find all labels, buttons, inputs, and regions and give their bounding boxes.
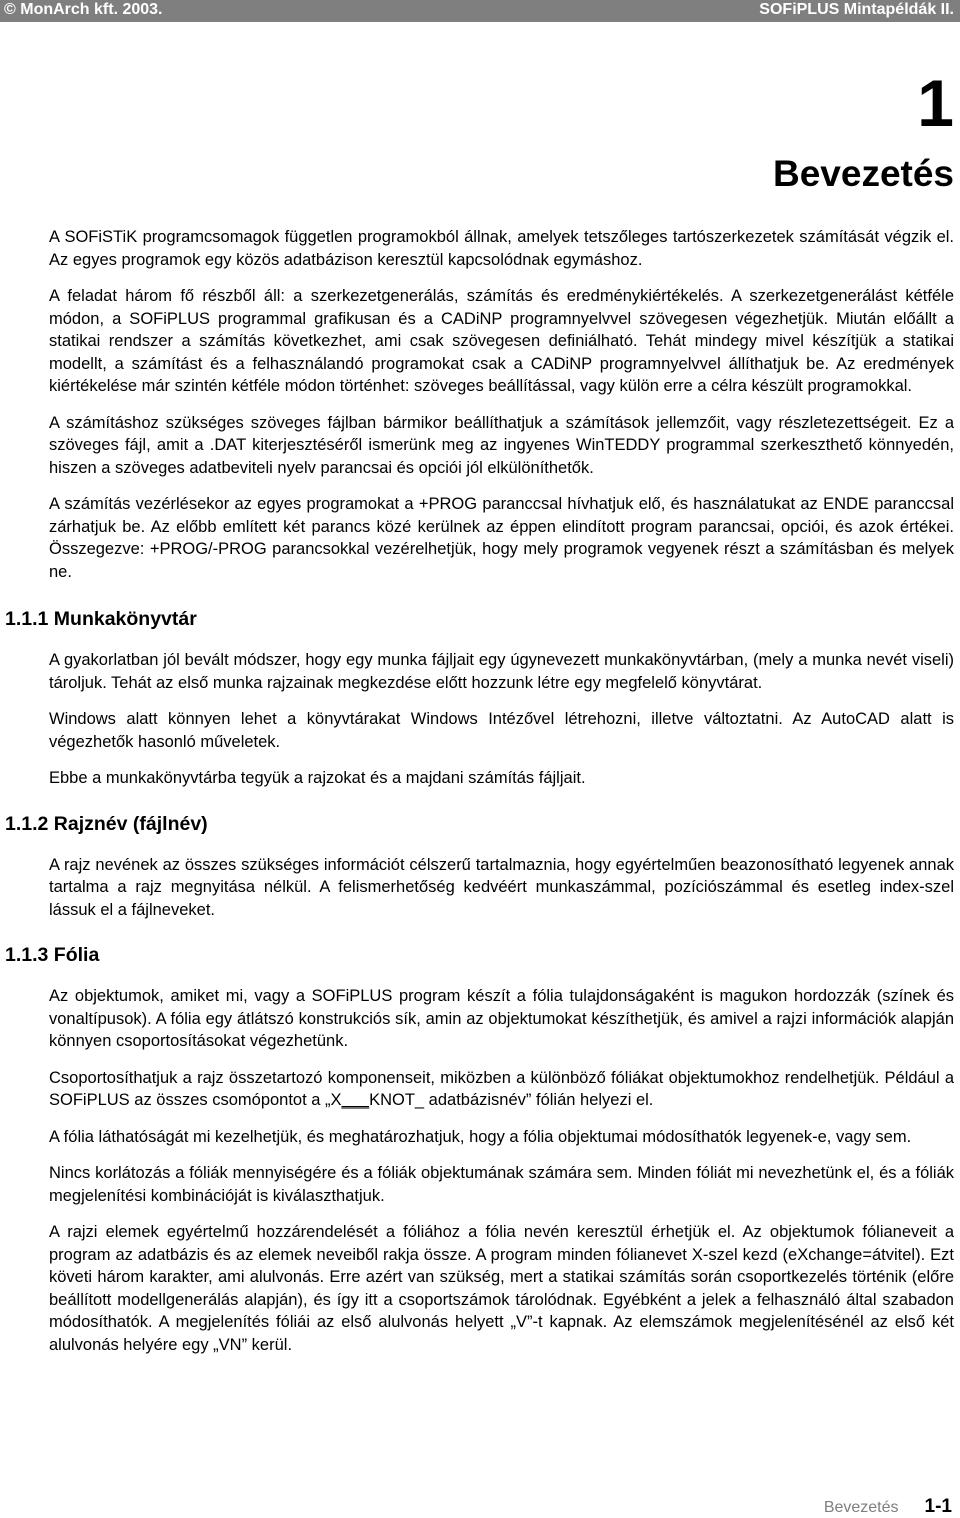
intro-paragraph-2: A feladat három fő részből áll: a szerkezetgenerálás, számítás és eredménykiértékelés. A szerkezetgenerálást kétféle módon, a SOFiPLUS programmal grafikusan és a CADiNP programnyelvvel szövegesen végezhetjük. Miután előállt a statikai rendszer a számítás következhet, ami csak szövegesen definiálható. Tehát mindegy mivel készítjük a statikai modellt, a számítást és a felhasználandó programokat csak a CADiNP programnyelvvel állíthatjuk be. Az eredmények kiértékelése már szintén kétféle módon történhet: szöveges beállítással, vagy külön erre a célra készült programokkal.: [49, 287, 954, 395]
header-copyright: © MonArch kft. 2003.: [4, 1, 163, 18]
page-number: 1-1: [924, 1496, 952, 1517]
page-content: [5, 226, 954, 1356]
section-heading-rajznev: 1.1.2 Rajznév (fájlnév): [5, 812, 208, 835]
header-book-title: SOFiPLUS Mintapéldák II.: [759, 1, 954, 18]
intro-paragraph-1: A SOFiSTiK programcsomagok független programokból állnak, amelyek tetszőleges tartószerkezetek számítását végzik el. Az egyes programok egy közös adatbázison keresztül kapcsolódnak egymáshoz.: [49, 228, 954, 269]
section1-paragraph-1: A gyakorlatban jól bevált módszer, hogy egy munka fájljait egy úgynevezett munkakönyvtárban, (mely a munka nevét viseli) tároljuk. Tehát az első munka rajzainak megkezdése előtt hozzunk létre egy megfelelő könyvtárat.: [49, 651, 954, 692]
section-heading-munkakonyvtar: 1.1.1 Munkakönyvtár: [5, 608, 197, 630]
section-heading-folia: 1.1.3 Fólia: [5, 944, 100, 966]
section3-paragraph-4: Nincs korlátozás a fóliák mennyiségére és a fóliák objektumának számára sem. Minden fóliát mi nevezhetünk el, és a fóliák megjelenítési kombinációját is kiválaszthatjuk.: [49, 1164, 954, 1205]
chapter-title: Bevezetés: [772, 153, 954, 194]
section3-p2-text: Csoportosíthatjuk a rajz összetartozó komponenseit, miközben a különböző fóliákat objektumokhoz rendelhetjük. Például a SOFiPLUS az összes csomópontot a „X: [49, 1068, 954, 1109]
section3-paragraph-5: A rajzi elemek egyértelmű hozzárendelését a fóliához a fólia nevén keresztül érhetjük el. Az objektumok fólianeveit a program az adatbázis és az elemek neveiből rakja össze. A program minden fólianevet X-szel kezd (eXchange=átvitel). Ezt követi három karakter, ami alulvonás. Erre azért van szükség, mert a statikai számítás során csoportkezelés történik (előre beállított modellgenerálás alapján), és így itt a csoportszámok tárolódnak. Egyébként a jelek a felhasználó által szabadon módosíthatók. A megjelenítés fóliái az első alulvonás helyett „V”-t kapnak. Az elemszámok megjelenítésénél az első két alulvonás helyére egy „VN” kerül.: [49, 1223, 954, 1354]
layer-name-code: KNOT_: [369, 1091, 425, 1109]
chapter-number: 1: [917, 66, 954, 140]
section3-paragraph-1: Az objektumok, amiket mi, vagy a SOFiPLUS program készít a fólia tulajdonságaként is magukon hordozzák (színek és vonaltípusok). A fólia egy átlátszó konstrukciós sík, amin az objektumokat készíthetjük, és amivel a rajzi információk alapján könnyen csoportosításokat végezhetünk.: [49, 987, 954, 1050]
intro-paragraph-4: A számítás vezérlésekor az egyes programokat a +PROG paranccsal hívhatjuk elő, és használatukat az ENDE paranccsal zárhatjuk be. Az előbb említett két parancs közé kerülnek az éppen elindított program parancsai, opciói, és azok értékei. Összegezve: +PROG/-PROG parancsokkal vezérelhetjük, hogy mely programok vegyenek részt a számításban és melyek ne.: [49, 495, 954, 581]
section3-p2-tail: adatbázisnév” fólián helyezi el.: [424, 1091, 654, 1109]
layer-name-blank: ___: [341, 1091, 370, 1109]
footer-section-name: Bevezetés: [823, 1499, 899, 1516]
section3-paragraph-2: [49, 1067, 954, 1112]
section3-paragraph-3: A fólia láthatóságát mi kezelhetjük, és meghatározhatjuk, hogy a fólia objektumai módosíthatók legyenek-e, vagy sem.: [49, 1127, 912, 1146]
intro-paragraph-3: A számításhoz szükséges szöveges fájlban bármikor beállíthatjuk a számítások jellemzőit, vagy részletezettségeit. Ez a szöveges fájl, amit a .DAT kiterjesztéséről ismerünk meg az ingyenes WinTEDDY programmal szerkeszthető könnyedén, hiszen a szöveges adatbeviteli nyelv parancsai és opciói jól elkülöníthetők.: [49, 413, 954, 477]
section1-paragraph-3: Ebbe a munkakönyvtárba tegyük a rajzokat és a majdani számítás fájljait.: [49, 769, 586, 787]
section2-paragraph-1: A rajz nevének az összes szükséges információt célszerű tartalmaznia, hogy egyértelműen beazonosítható legyenek annak tartalma a rajz megnyitása nélkül. A felismerhetőség kedvéért munkaszámmal, pozíciószámmal és esetleg index-szel lássuk el a fájlneveket.: [49, 855, 954, 919]
section1-paragraph-2: Windows alatt könnyen lehet a könyvtárakat Windows Intézővel létrehozni, illetve változtatni. Az AutoCAD alatt is végezhetők hasonló műveletek.: [49, 710, 954, 751]
running-header: [0, 0, 960, 22]
